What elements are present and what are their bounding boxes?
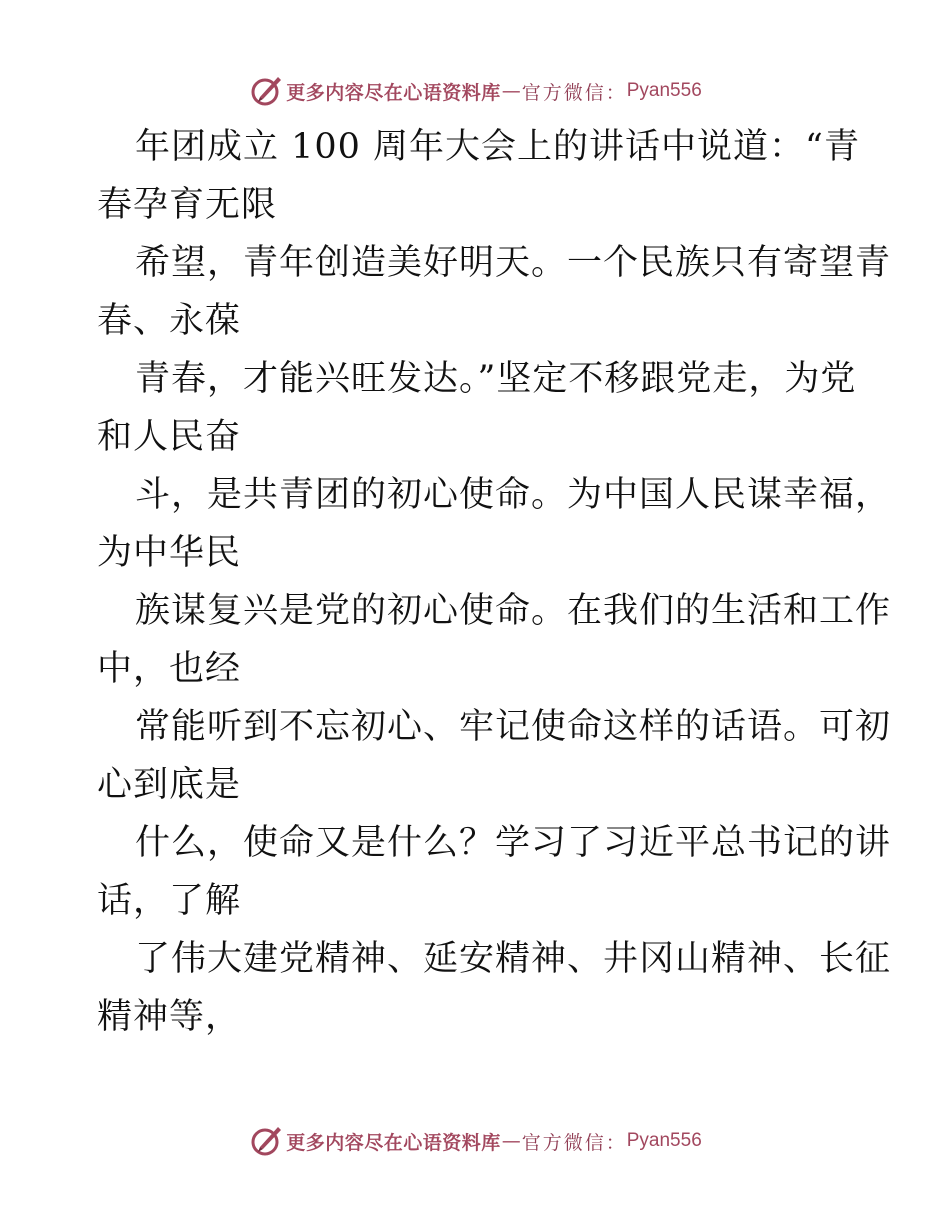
body-line: 斗，是共青团的初心使命。为中国人民谋幸福， <box>135 475 892 515</box>
watermark-wechat-id: Pyan556 <box>626 80 702 101</box>
body-line: 青春，才能兴旺发达。”坚定不移跟党走，为党 <box>135 359 857 399</box>
body-line: 春孕育无限 <box>97 185 278 225</box>
watermark-wechat-label: 官方微信： <box>521 81 627 104</box>
body-line: 话，了解 <box>97 881 242 921</box>
body-line: 族谋复兴是党的初心使命。在我们的生活和工作 <box>135 591 892 631</box>
quill-circle-logo-icon <box>248 73 284 109</box>
watermark-separator: — <box>501 1130 521 1152</box>
body-line: 心到底是 <box>97 765 242 805</box>
body-line: 精神等， <box>97 997 242 1037</box>
watermark-wechat-id: Pyan556 <box>626 1130 702 1151</box>
body-line: 常能听到不忘初心、牢记使命这样的话语。可初 <box>135 707 892 747</box>
body-line: 和人民奋 <box>97 417 242 457</box>
quill-circle-logo-icon <box>248 1123 284 1159</box>
body-line: 了伟大建党精神、延安精神、井冈山精神、长征 <box>135 939 892 979</box>
body-line: 希望，青年创造美好明天。一个民族只有寄望青 <box>135 243 892 283</box>
watermark-site-text: 更多内容尽在心语资料库 <box>286 1131 501 1154</box>
watermark-separator: — <box>501 80 521 102</box>
body-line: 春、永葆 <box>97 301 242 341</box>
body-line: 年团成立 100 周年大会上的讲话中说道：“青 <box>135 127 860 167</box>
watermark-wechat-label: 官方微信： <box>521 1131 627 1154</box>
header-watermark <box>0 71 950 111</box>
watermark-site-text: 更多内容尽在心语资料库 <box>286 81 501 104</box>
body-line: 什么，使命又是什么？学习了习近平总书记的讲 <box>135 823 892 863</box>
document-body <box>97 118 892 1046</box>
body-line: 为中华民 <box>97 533 242 573</box>
body-line: 中，也经 <box>97 649 242 689</box>
footer-watermark <box>0 1121 950 1161</box>
